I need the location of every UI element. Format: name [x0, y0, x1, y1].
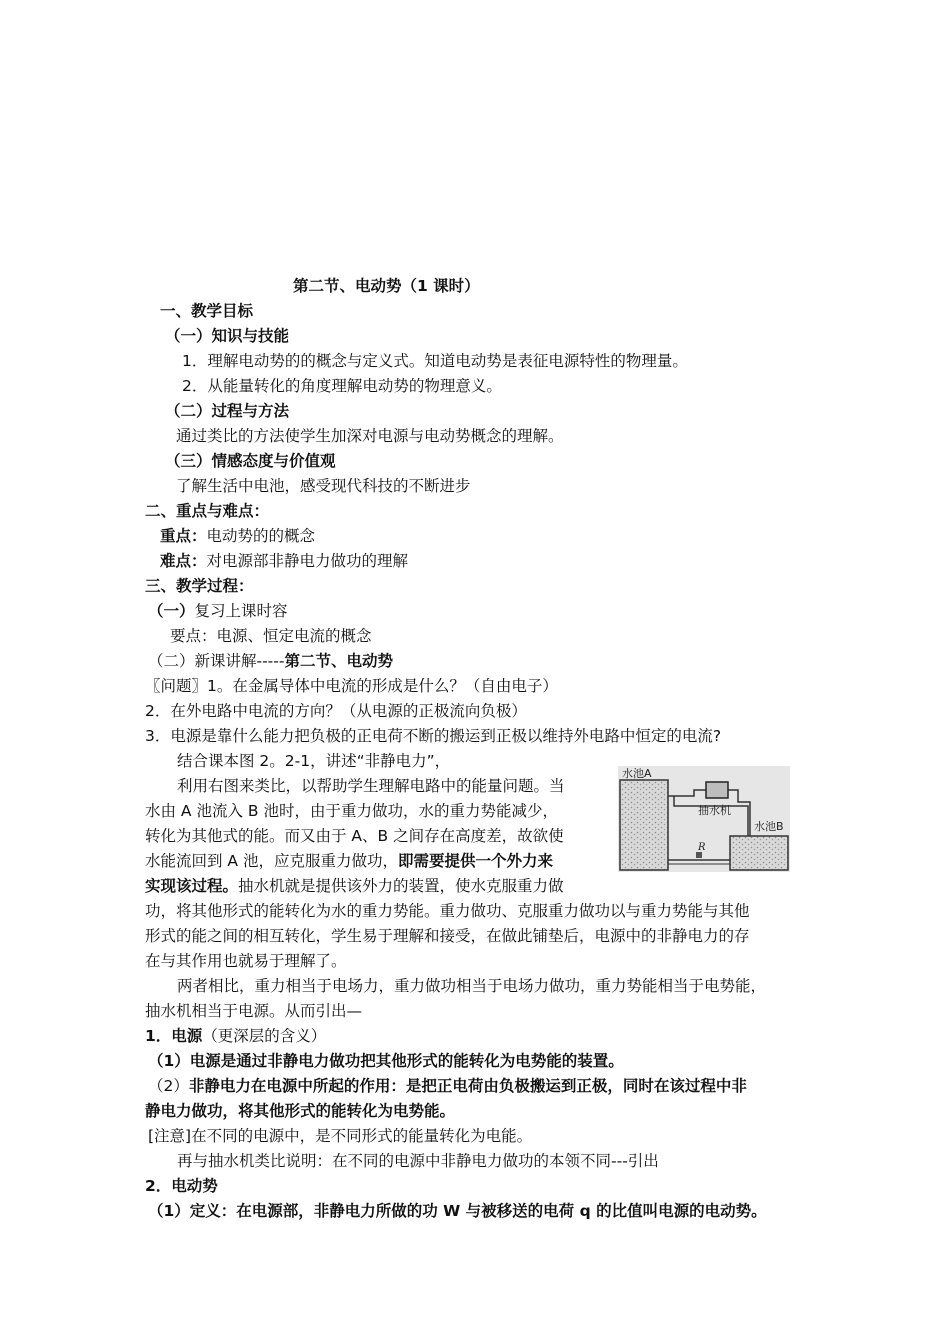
key-point-label: 重点：	[160, 527, 207, 545]
heading-emf: 2．电动势	[145, 1177, 218, 1195]
key-point-line	[160, 524, 315, 549]
analogy-conclusion: 再与抽水机类比说明：在不同的电源中非静电力做功的本领不同---引出	[177, 1152, 659, 1170]
power-source-label: 1．电源	[145, 1027, 203, 1045]
key-point-text: 电动势的的概念	[206, 527, 316, 545]
analogy-line-2: 水由 A 池流入 B 池时，由于重力做功，水的重力势能减少，	[145, 802, 558, 820]
power-source-def-2-line-2: 静电力做功，将其他形式的能转化为电势能。	[145, 1102, 456, 1120]
pool-a-label: 水池A	[622, 767, 652, 780]
subheading-process-methods: （二）过程与方法	[165, 402, 290, 420]
difficult-point-label: 难点：	[160, 552, 207, 570]
heading-key-difficult: 二、重点与难点：	[145, 502, 270, 520]
pool-b-label: 水池B	[754, 820, 784, 833]
pool-b	[730, 836, 788, 870]
def-2-text: 非静电力在电源中所起的作用：是把正电荷由负极搬运到正极，同时在该过程中非	[188, 1077, 747, 1095]
pump-analogy-figure	[618, 766, 790, 872]
emf-definition: （1）定义：在电源部，非静电力所做的功 W 与被移送的电荷 q 的比值叫电源的电动势。	[148, 1202, 767, 1220]
analogy-line-4-bold: 即需要提供一个外力来	[397, 852, 553, 870]
power-source-def-1: （1）电源是通过非静电力做功把其他形式的能转化为电势能的装置。	[148, 1052, 624, 1070]
question-3: 3．电源是靠什么能力把负极的正电荷不断的搬运到正极以维持外电路中恒定的电流?	[145, 727, 722, 745]
heading-teaching-process: 三、教学过程：	[145, 577, 254, 595]
review-point: 要点：电源、恒定电流的概念	[170, 627, 372, 645]
goal-item-1: 1．理解电动势的的概念与定义式。知道电动势是表征电源特性的物理量。	[182, 352, 688, 370]
pool-a	[620, 780, 668, 870]
def-2-prefix: （2）	[148, 1077, 189, 1095]
goal-item-2: 2．从能量转化的角度理解电动势的物理意义。	[182, 377, 502, 395]
difficult-point-text: 对电源部非静电力做功的理解	[206, 552, 409, 570]
subheading-knowledge-skills: （一）知识与技能	[165, 327, 290, 345]
question-2: 2．在外电路中电流的方向？（从电源的正极流向负极）	[145, 702, 527, 720]
analogy-line-8: 在与其作用也就易于理解了。	[145, 952, 347, 970]
new-lesson-prefix: （二）新课讲解-----	[148, 652, 285, 670]
review-label: （一）	[148, 602, 195, 620]
analogy-line-5-bold: 实现该过程。	[145, 877, 239, 895]
subheading-attitude-values: （三）情感态度与价值观	[165, 452, 336, 470]
power-source-note: （更深层的含义）	[202, 1027, 327, 1045]
heading-power-source	[145, 1024, 326, 1049]
review-text: 复习上课时容	[194, 602, 288, 620]
process-methods-text: 通过类比的方法使学生加深对电源与电动势概念的理解。	[176, 427, 564, 445]
comparison-line-2: 抽水机相当于电源。从而引出—	[145, 1002, 363, 1020]
analogy-line-5	[145, 874, 564, 899]
analogy-line-7: 形式的能之间的相互转化，学生易于理解和接受，在做此铺垫后，电源中的非静电力的存	[145, 927, 750, 945]
analogy-line-1: 利用右图来类比，以帮助学生理解电路中的能量问题。当	[177, 777, 565, 795]
new-lesson-title: 第二节、电动势	[284, 652, 393, 670]
power-source-def-2-line-1	[148, 1074, 747, 1099]
analogy-line-3: 转化为其他式的能。而又由于 A、B 之间存在高度差，故欲使	[145, 827, 564, 845]
pump-box	[706, 782, 728, 798]
analogy-line-4	[145, 849, 553, 874]
pump-label: 抽水机	[698, 804, 731, 817]
review-line	[148, 599, 288, 624]
paragraph-textbook-figure: 结合课本图 2。2-1，讲述“非静电力”，	[177, 752, 451, 770]
heading-teaching-goals: 一、教学目标	[160, 302, 254, 320]
new-lesson-line	[148, 649, 393, 674]
comparison-line-1: 两者相比，重力相当于电场力，重力做功相当于电场力做功，重力势能相当于电势能，	[177, 977, 767, 995]
analogy-line-6: 功，将其他形式的能转化为水的重力势能。重力做功、克服重力做功以与重力势能与其他	[145, 902, 750, 920]
question-1: 〖问题〗1。在金属导体中电流的形成是什么？（自由电子）	[145, 677, 558, 695]
analogy-line-4-text: 水能流回到 A 池，应克服重力做功，	[145, 852, 398, 870]
difficult-point-line	[160, 549, 408, 574]
r-label: R	[698, 842, 706, 853]
analogy-line-5-text: 抽水机就是提供该外力的装置，使水克服重力做	[238, 877, 564, 895]
note-line: [注意]在不同的电源中，是不同形式的能量转化为电能。	[148, 1127, 533, 1145]
attitude-values-text: 了解生活中电池，感受现代科技的不断进步	[176, 477, 471, 495]
page-title: 第二节、电动势（1 课时）	[293, 277, 480, 295]
